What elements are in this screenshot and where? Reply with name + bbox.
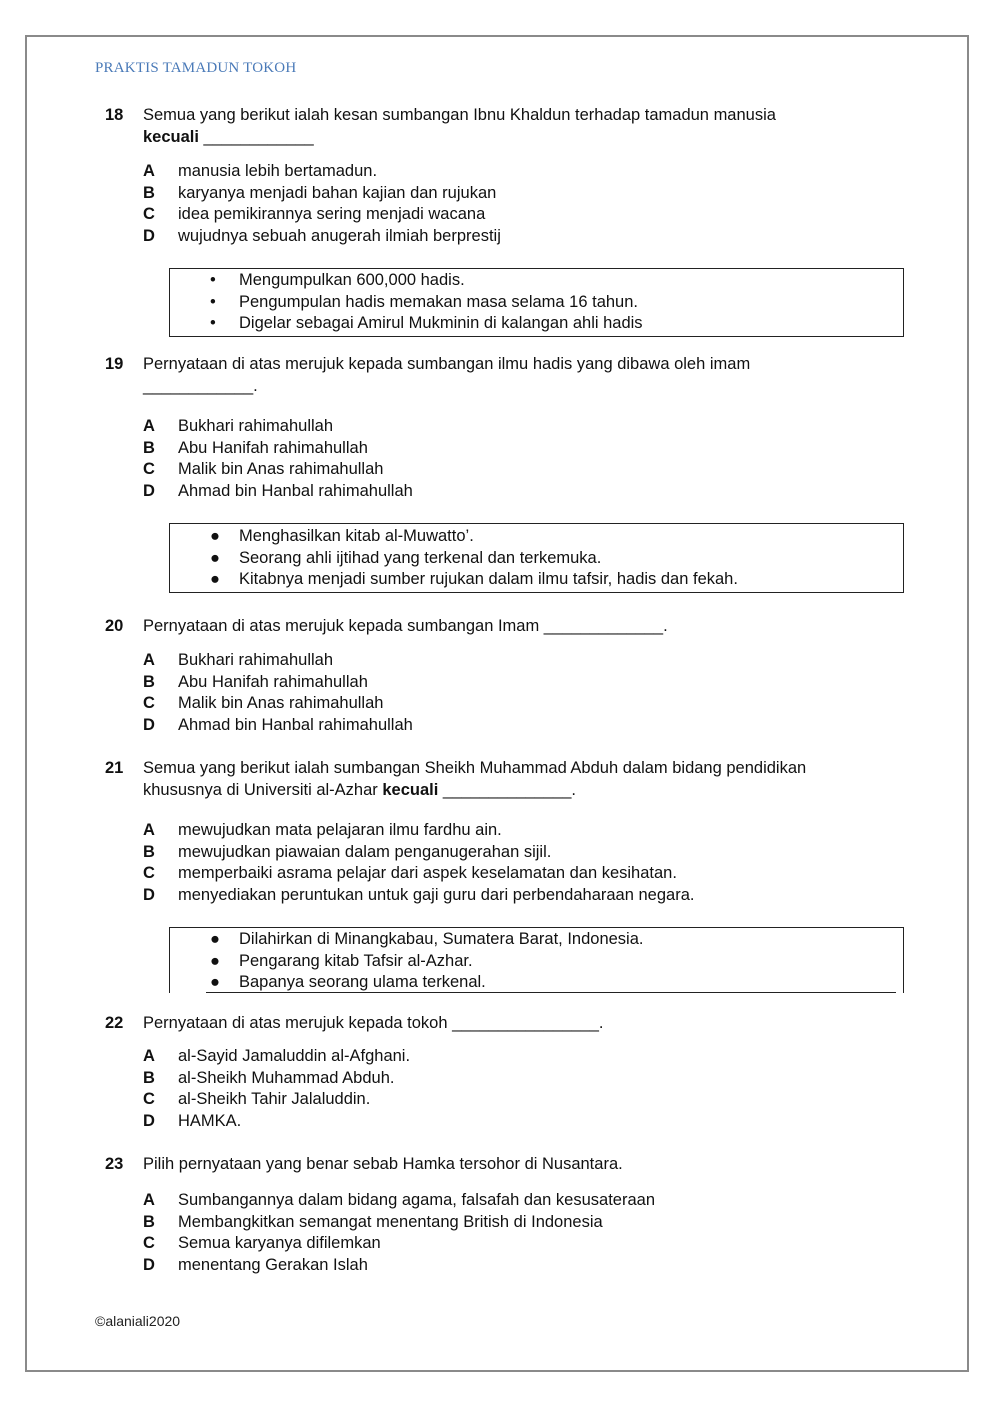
question-stem: Semua yang berikut ialah kesan sumbangan Ibnu Khaldun terhadap tamadun manusia kecuali ____________ xyxy=(143,106,776,146)
statement-box xyxy=(169,927,904,993)
bullet-item: • Digelar sebagai Amirul Mukminin di kalangan ahli hadis xyxy=(210,314,643,332)
statement-box xyxy=(169,523,904,593)
question-number: 21 xyxy=(105,759,124,777)
question-stem: Pernyataan di atas merujuk kepada tokoh ________________. xyxy=(143,1014,604,1032)
question-stem: Semua yang berikut ialah sumbangan Sheikh Muhammad Abduh dalam bidang pendidikan khususnya di Universiti al-Azhar kecuali ______________. xyxy=(143,759,807,799)
question-number: 22 xyxy=(105,1014,124,1032)
bullet-item: • Pengumpulan hadis memakan masa selama 16 tahun. xyxy=(210,292,638,311)
question-number: 23 xyxy=(105,1155,124,1173)
bullet-item: ● Pengarang kitab Tafsir al-Azhar. xyxy=(210,951,473,970)
box-underline xyxy=(206,992,896,993)
question-number: 19 xyxy=(105,355,124,373)
question-number: 20 xyxy=(105,617,124,635)
bullet-item: ● Menghasilkan kitab al-Muwatto’. xyxy=(210,527,474,545)
bullet-item: ● Seorang ahli ijtihad yang terkenal dan terkemuka. xyxy=(210,548,602,567)
bullet-item: ● Dilahirkan di Minangkabau, Sumatera Barat, Indonesia. xyxy=(210,930,644,948)
question-number: 18 xyxy=(105,106,124,124)
question-stem: Pernyataan di atas merujuk kepada sumbangan Imam _____________. xyxy=(143,617,668,635)
copyright-footer: ©alaniali2020 xyxy=(95,1313,181,1329)
question-stem: Pilih pernyataan yang benar sebab Hamka tersohor di Nusantara. xyxy=(143,1155,623,1173)
page-header: PRAKTIS TAMADUN TOKOH xyxy=(95,60,297,76)
bullet-item: ● Bapanya seorang ulama terkenal. xyxy=(210,973,486,991)
bullet-item: ● Kitabnya menjadi sumber rujukan dalam ilmu tafsir, hadis dan fekah. xyxy=(210,570,738,588)
bullet-item: • Mengumpulkan 600,000 hadis. xyxy=(210,271,465,289)
question-stem: Pernyataan di atas merujuk kepada sumbangan ilmu hadis yang dibawa oleh imam ____________. xyxy=(143,355,751,395)
statement-box xyxy=(169,268,904,337)
